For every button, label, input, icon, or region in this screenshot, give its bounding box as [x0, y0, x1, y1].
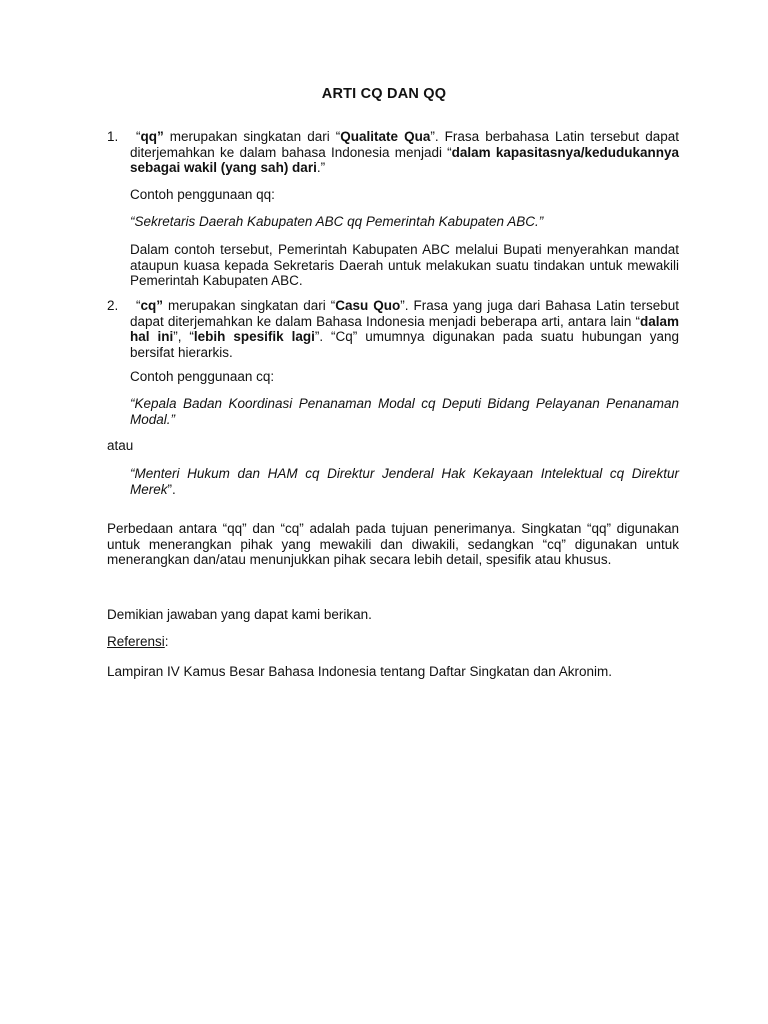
item-2-example-2-end: ”. — [167, 481, 176, 497]
item-2-text-a: merupakan singkatan dari “ — [163, 298, 336, 313]
item-1-example: “Sekretaris Daerah Kabupaten ABC qq Pemerintah Kabupaten ABC.” — [130, 214, 544, 229]
item-1-text-a: merupakan singkatan dari “ — [163, 129, 341, 144]
item-2-text-d: ”. “Cq” umumnya digunakan pada suatu hubungan yang bersifat hierarkis. — [130, 329, 679, 360]
item-2-example-1: “Kepala Badan Koordinasi Penanaman Modal cq Deputi Bidang Pelayanan Penanaman Modal.” — [130, 396, 679, 427]
item-1-expansion: Qualitate Qua — [340, 129, 431, 144]
item-2-example-2-text: “Menteri Hukum dan HAM cq Direktur Jenderal Hak Kekayaan Intelektual cq Direktur Merek — [130, 466, 679, 497]
item-2-definition — [130, 298, 679, 360]
closing-text: Demikian jawaban yang dapat kami berikan. — [107, 607, 372, 622]
item-2-text-b: ”. Frasa yang juga dari Bahasa Latin tersebut dapat diterjemahkan ke dalam Bahasa Indonesia menjadi beberapa arti, antara lain “ — [130, 298, 679, 329]
document-title: ARTI CQ DAN QQ — [321, 86, 447, 102]
item-2-meaning-1: dalam hal ini — [130, 313, 679, 344]
item-1-meaning: dalam kapasitasnya/kedudukannya sebagai wakil (yang sah) dari — [130, 144, 679, 175]
item-2-expansion: Casu Quo — [335, 298, 401, 313]
item-1-number: 1. — [107, 129, 119, 144]
item-1-term: qq” — [140, 129, 164, 144]
item-2-text-c: ”, “ — [173, 329, 194, 344]
item-2-example-2 — [130, 466, 679, 497]
item-2-meaning-2: lebih spesifik lagi — [193, 329, 315, 344]
item-1-text-b: ”. Frasa berbahasa Latin tersebut dapat diterjemahkan ke dalam bahasa Indonesia menjadi “ — [130, 129, 679, 160]
item-2-number: 2. — [107, 298, 119, 313]
item-2-open-quote: “ — [136, 298, 141, 313]
item-1-text-c: .” — [316, 160, 326, 175]
item-1-explanation: Dalam contoh tersebut, Pemerintah Kabupaten ABC melalui Bupati menyerahkan mandat ataupun kuasa kepada Sekretaris Daerah untuk melakukan suatu tindakan untuk mewakili Pemerintah Kabupaten ABC. — [130, 242, 679, 288]
reference-heading — [107, 634, 169, 650]
reference-colon: : — [164, 634, 169, 649]
reference-text: Lampiran IV Kamus Besar Bahasa Indonesia tentang Daftar Singkatan dan Akronim. — [107, 664, 613, 679]
item-1-definition — [130, 129, 679, 176]
item-1-open-quote: “ — [136, 129, 141, 144]
reference-label: Referensi — [107, 634, 165, 649]
item-2-term: cq” — [140, 298, 164, 313]
difference-paragraph: Perbedaan antara “qq” dan “cq” adalah pada tujuan penerimanya. Singkatan “qq” digunakan untuk menerangkan pihak yang mewakili dan diwakili, sedangkan “cq” digunakan untuk menerangkan dan/atau menunjukkan pihak secara lebih detail, spesifik atau khusus. — [107, 521, 679, 567]
item-2-example-label: Contoh penggunaan cq: — [130, 369, 275, 384]
or-label: atau — [107, 438, 134, 453]
item-1-example-label: Contoh penggunaan qq: — [130, 187, 275, 202]
